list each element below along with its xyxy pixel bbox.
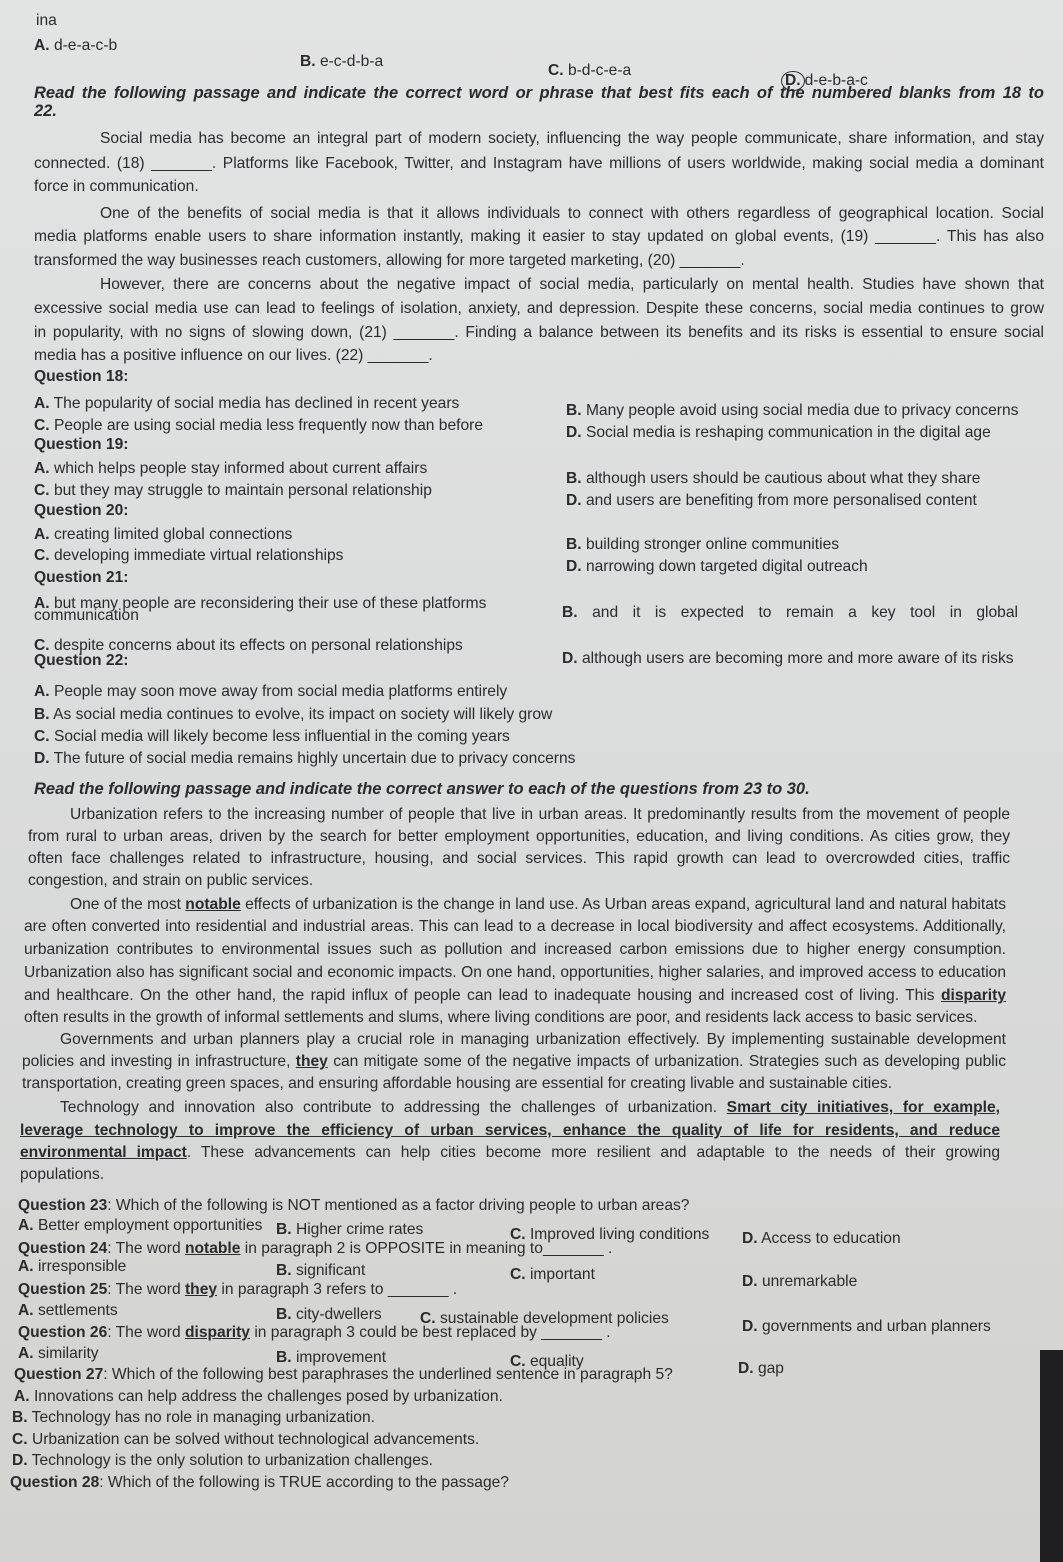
q20-option-a[interactable]: A. creating limited global connections [34,526,293,543]
q25-option-b[interactable]: B. city-dwellers [276,1306,382,1323]
q23-option-a[interactable]: A. Better employment opportunities [18,1217,263,1234]
q21-option-a[interactable]: A. but many people are reconsidering their use of these platforms [34,595,487,612]
q20-option-c[interactable]: C. developing immediate virtual relationships [34,547,344,564]
passage1-instruction-end: 22. [34,102,57,120]
q24-option-d[interactable]: D. unremarkable [742,1273,858,1290]
header-option-d: D. d-e-b-a-c [784,71,868,91]
q18-option-c[interactable]: C. People are using social media less frequently now than before [34,417,484,434]
q24-option-b[interactable]: B. significant [276,1262,366,1279]
q19-option-d[interactable]: D. and users are benefiting from more personalised content [566,492,977,509]
question-18-label: Question 18: [34,368,129,385]
passage2-line: Urbanization refers to the increasing number of people that live in urban areas. It predominantly results from the movement of people [70,806,1010,823]
passage1-line: Social media has become an integral part of modern society, influencing the way people communicate, share information, and stay [100,130,1044,147]
passage2-line: often results in the growth of informal settlements and slums, where living conditions are poor, and residents lack access to basic services. [24,1009,978,1026]
question-26-stem: Question 26: The word disparity in paragraph 3 could be best replaced by _______ . [18,1324,611,1341]
passage2-line: Urbanization also has significant social and economic impacts. On one hand, opportunities, higher salaries, and improved access to education [24,964,1006,981]
q23-option-d[interactable]: D. Access to education [742,1230,901,1247]
q25-option-d[interactable]: D. governments and urban planners [742,1318,991,1335]
q20-option-b[interactable]: B. building stronger online communities [566,536,840,553]
passage2-line: urbanization contributes to environmental issues such as pollution and increased carbon emissions due to higher energy consumption. [24,941,1006,958]
q26-option-a[interactable]: A. similarity [18,1345,99,1362]
q22-option-a[interactable]: A. People may soon move away from social media platforms entirely [34,683,508,700]
question-21-label: Question 21: [34,569,129,586]
passage2-line: One of the most notable effects of urbanization is the change in land use. As Urban areas expand, agricultural land and natural habitats [70,896,1006,913]
passage2-line: Technology and innovation also contribute to addressing the challenges of urbanization. Smart city initiatives, for example, [60,1099,1000,1116]
passage2-line: environmental impact. These advancements can help cities become more resilient and adaptable to the needs of their growing [20,1144,1000,1161]
question-19-label: Question 19: [34,436,129,453]
answer-circle: D. [781,71,805,91]
q23-option-b[interactable]: B. Higher crime rates [276,1221,424,1238]
passage2-line: policies and investing in infrastructure, they can mitigate some of the negative impacts of urbanization. Strategies such as developing public [22,1053,1006,1070]
header-option-a: A. d-e-a-c-b [34,37,118,54]
passage1-line: media has a positive influence on our lives. (22) _______. [34,347,433,364]
q19-option-a[interactable]: A. which helps people stay informed about current affairs [34,460,428,477]
question-23-stem: Question 23: Which of the following is NOT mentioned as a factor driving people to urban areas? [18,1197,690,1214]
passage1-instruction: Read the following passage and indicate the correct word or phrase that best fits each of the numbered blanks from 18 to [34,84,1044,102]
passage2-line: and healthcare. On the other hand, the rapid influx of people can lead to inadequate housing and increased cost of living. This disparity [24,987,1006,1004]
q27-option-b[interactable]: B. Technology has no role in managing urbanization. [12,1409,375,1426]
passage1-line: One of the benefits of social media is that it allows individuals to connect with others regardless of geographical location. Social [100,205,1044,222]
question-22-label: Question 22: [34,652,129,669]
q23-option-c[interactable]: C. Improved living conditions [510,1226,710,1243]
question-24-stem: Question 24: The word notable in paragraph 2 is OPPOSITE in meaning to_______ . [18,1240,613,1257]
q22-option-c[interactable]: C. Social media will likely become less influential in the coming years [34,728,510,745]
passage1-line: However, there are concerns about the negative impact of social media, particularly on mental health. Studies have shown that [100,276,1044,293]
q22-option-b[interactable]: B. As social media continues to evolve, its impact on society will likely grow [34,706,553,723]
q26-option-c[interactable]: C. equality [510,1353,584,1370]
q26-option-d[interactable]: D. gap [738,1360,784,1377]
passage2-underlined-line: leverage technology to improve the efficiency of urban services, enhance the quality of life for residents, and reduce [20,1122,1000,1139]
passage2-line: from rural to urban areas, driven by the search for better employment opportunities, education, and living conditions. As cities grow, they [28,828,1010,845]
q25-option-c[interactable]: C. sustainable development policies [420,1310,669,1327]
background-shadow [1040,1350,1063,1562]
underlined-disparity: disparity [941,987,1006,1004]
question-25-stem: Question 25: The word they in paragraph 3 refers to _______ . [18,1281,458,1298]
passage1-line: transformed the way businesses reach customers, allowing for more targeted marketing, (20) _______. [34,252,745,269]
passage2-line: Governments and urban planners play a crucial role in managing urbanization effectively. By implementing sustainable development [60,1031,1006,1048]
passage2-instruction: Read the following passage and indicate the correct answer to each of the questions from 23 to 30. [34,780,810,798]
passage1-line: excessive social media use can lead to feelings of isolation, anxiety, and depression. Despite these concerns, social media continues to grow [34,300,1044,317]
q21-option-d[interactable]: D. although users are becoming more and more aware of its risks [562,650,1014,667]
passage2-line: congestion, and strain on public services. [28,872,314,889]
q18-option-a[interactable]: A. The popularity of social media has declined in recent years [34,395,460,412]
q26-option-b[interactable]: B. improvement [276,1349,387,1366]
passage2-line: are often converted into residential and industrial areas. This can lead to a decrease in local biodiversity and affect ecosystems. Additionally, [24,918,1006,935]
q19-option-c[interactable]: C. but they may struggle to maintain personal relationship [34,482,432,499]
header-option-c: C. b-d-c-e-a [548,62,632,79]
question-27-stem: Question 27: Which of the following best paraphrases the underlined sentence in paragraph 5? [14,1366,673,1383]
q24-option-c[interactable]: C. important [510,1266,595,1283]
underlined-sentence: Smart city initiatives, for example, [726,1099,1000,1116]
question-20-label: Question 20: [34,502,129,519]
q19-option-b[interactable]: B. although users should be cautious about what they share [566,470,981,487]
q18-option-b[interactable]: B. Many people avoid using social media due to privacy concerns [566,402,1019,419]
question-28-stem: Question 28: Which of the following is TRUE according to the passage? [10,1474,509,1491]
passage1-line: in popularity, with no signs of slowing down, (21) _______. Finding a balance between its benefits and its risks is essential to ensure social [34,324,1044,341]
q27-option-d[interactable]: D. Technology is the only solution to urbanization challenges. [12,1452,434,1469]
underlined-they: they [295,1053,328,1070]
q27-option-a[interactable]: A. Innovations can help address the challenges posed by urbanization. [14,1388,503,1405]
passage2-line: transportation, creating green spaces, and ensuring affordable housing are essential for creating livable and sustainable cities. [22,1075,893,1092]
passage1-line: force in communication. [34,178,199,195]
q25-option-a[interactable]: A. settlements [18,1302,118,1319]
passage2-line: populations. [20,1166,105,1183]
q22-option-d[interactable]: D. The future of social media remains highly uncertain due to privacy concerns [34,750,576,767]
q24-option-a[interactable]: A. irresponsible [18,1258,127,1275]
q20-option-d[interactable]: D. narrowing down targeted digital outreach [566,558,868,575]
q21-option-a-continued: communication [34,607,139,624]
underlined-notable: notable [185,896,241,913]
q21-option-c[interactable]: C. despite concerns about its effects on personal relationships [34,637,463,654]
passage1-line: media platforms enable users to share information instantly, making it easier to stay updated on global events, (19) _______. This has also [34,228,1044,245]
top-fragment: ina [36,12,57,29]
passage2-line: often face challenges related to infrastructure, housing, and social services. This rapid growth can lead to overcrowded cities, traffic [28,850,1010,867]
q18-option-d[interactable]: D. Social media is reshaping communication in the digital age [566,424,991,441]
passage1-line: connected. (18) _______. Platforms like Facebook, Twitter, and Instagram have millions of users worldwide, making social media a dominant [34,155,1044,172]
q21-option-b[interactable]: B. and it is expected to remain a key tool in global [562,604,1018,621]
q27-option-c[interactable]: C. Urbanization can be solved without technological advancements. [12,1431,480,1448]
header-option-b: B. e-c-d-b-a [300,53,384,70]
